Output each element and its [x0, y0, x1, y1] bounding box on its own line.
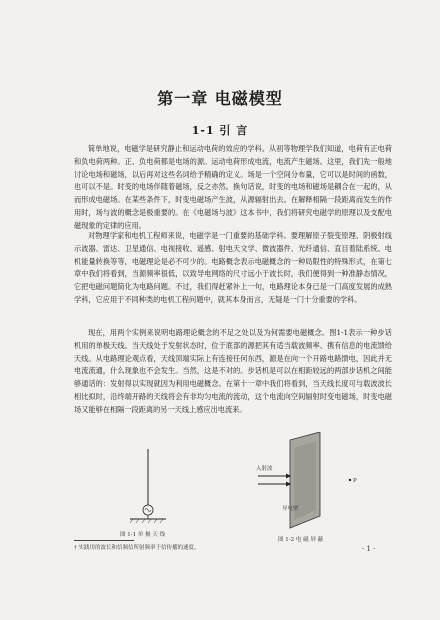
section-title: 1-1 引 言 — [191, 124, 249, 137]
paragraph-importance: 对物理学家和电机工程师来说，电磁学是一门重要的基础学科。要理解原子裂变原理、阴极射线示波器、雷达、卫星通信、电视接收、遥感、射电天文学、微波器件、光纤通信、直目着陆系统、电机能量转换等等，电磁理论是必不可少的。电路概念表示电磁概念的一种局限性的特殊形式，在第七章中我们将看到，当源频率很低，以致导电网络的尺寸远小于波长时，我们便得到一种准静态情况，它把电磁问题简化为电路问题。不过，我们得赶紧补上一句，电路理论本身已是一门高度发展的成熟学科，它应用于不同种类的电机工程问题中，就其本身而言，无疑是一门十分重要的学科。 — [74, 231, 392, 304]
paragraph-examples: 现在，用两个实例来说明电路理论概念的不足之处以及为何需要电磁概念。图1-1表示一种步话机用的单极天线。当天线处于发射状态时，位于底部的源把其有适当载波频率、携有信息的电流馈给天线。从电路理论观点看，天线顶端实际上有连接任何东西，源是在向一个开路电路馈电，因此并无电流流通，什么现象也不会发生。当然，这是不对的。步话机是可以在相距较远的两部步话机之间能够通话的：发射得以实现就因为利用电磁概念。在第十一章中我们将看到，当天线长度可与载波波长相比拟时，沿终端开路的天线将会有非均匀电流的流动，这个电流向空间辐射时变电磁场，时变电磁场又能够在相隔一段距离的另一天线上感应出电流来。 — [74, 328, 392, 414]
monopole-antenna-figure — [100, 447, 220, 527]
observation-point — [349, 479, 351, 481]
figure-2-caption: 图 1-2 电 磁 屏 蔽 — [278, 537, 324, 543]
em-shielding-figure — [252, 432, 372, 532]
footnote-divider — [74, 540, 134, 541]
shield-label: 导电壁 — [282, 506, 299, 512]
point-label: P — [353, 478, 357, 484]
figure-1-caption: 图 1-1 单 极 天 线 — [120, 532, 166, 538]
chapter-title: 第一章 电磁模型 — [157, 89, 283, 108]
footnote: † 实践用的波长和信频信所射频率于信传播的速度。 — [74, 545, 200, 551]
incident-wave-label: 入射波 — [256, 466, 273, 472]
sine-wave-icon — [145, 509, 151, 512]
page-number: · 1 · — [362, 545, 376, 553]
paragraph-intro: 简单地说，电磁学是研究静止和运动电荷的效应的学科。从初等物理学我们知道，电荷有正电荷和负电荷两种。正、负电荷都是电场的源。运动电荷形成电流，电流产生磁场。这里，我们先一般地讨论电场和磁场，以后再对这些名词给予精确的定义。场是一个空间分布量，它可以是时间的函数，也可以不是。时变的电场伴随着磁场，反之亦然。换句话说，时变的电场和磁场是耦合在一起的，从而形成电磁场。在某些条件下，时变电磁场产生波，从源辐射出去。在解释相隔一段距离而发生的作用时，场与波的概念是极重要的。在《电磁场与波》这本书中，我们将研究电磁学的原理以及支配电磁现象的定律的应用。 — [74, 144, 392, 230]
